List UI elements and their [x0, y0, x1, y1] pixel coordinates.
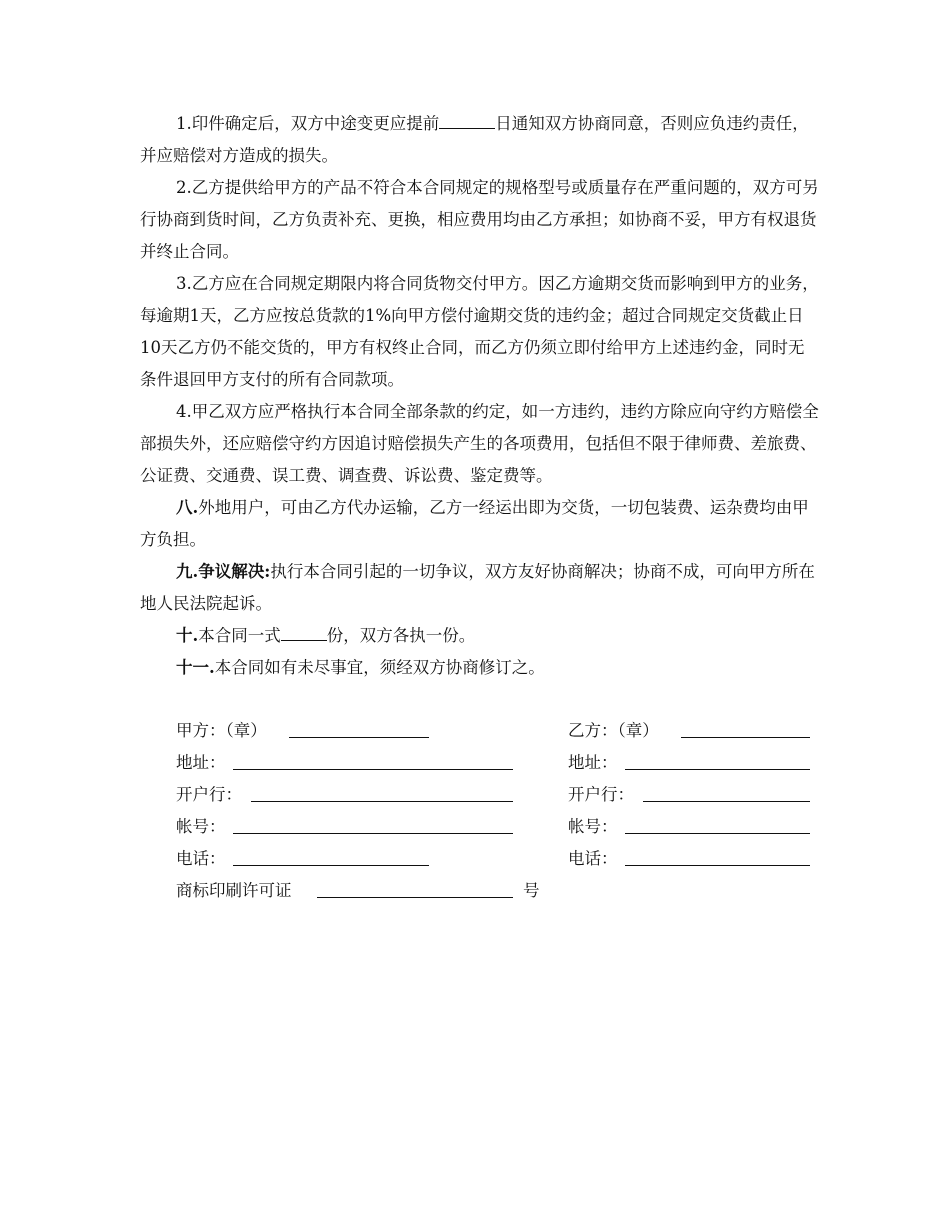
section-11 — [140, 652, 820, 684]
phone-a-line — [233, 864, 429, 866]
party-a-label: 甲方：（章） — [176, 721, 267, 740]
clause-4-text: 4.甲乙双方应严格执行本合同全部条款的约定，如一方违约，违约方除应向守约方赔偿全部损失外，还应赔偿守约方因追讨赔偿损失产生的各项费用，包括但不限于律师费、差旅费、公证费、交通费、误工费、调查费、诉讼费、鉴定费等。 — [140, 402, 819, 485]
address-b-label: 地址： — [568, 753, 618, 772]
address-a-label: 地址： — [176, 753, 226, 772]
license-suffix: 号 — [523, 881, 540, 900]
account-a-row — [176, 811, 226, 843]
account-b-line — [625, 832, 810, 834]
section-10-text-b: 份，双方各执一份。 — [326, 626, 476, 645]
bank-a-label: 开户行： — [176, 785, 242, 804]
clause-3-text: 3.乙方应在合同规定期限内将合同货物交付甲方。因乙方逾期交货而影响到甲方的业务，每逾期1天，乙方应按总货款的1%向甲方偿付逾期交货的违约金；超过合同规定交货截止日10天乙方仍不能交货的，甲方有权终止合同，而乙方仍须立即付给甲方上述违约金，同时无条件退回甲方支付的所有合同款项。 — [140, 274, 819, 389]
section-10 — [140, 620, 820, 652]
bank-a-row — [176, 779, 242, 811]
party-b-row — [568, 715, 659, 747]
clause-1 — [140, 108, 820, 172]
bank-a-line — [251, 800, 513, 802]
signature-left — [176, 715, 540, 915]
address-b-line — [625, 768, 810, 770]
bank-b-label: 开户行： — [568, 785, 634, 804]
section-9 — [140, 556, 820, 620]
address-b-row — [568, 747, 618, 779]
account-a-line — [233, 832, 513, 834]
party-b-label: 乙方：（章） — [568, 721, 659, 740]
clause-2 — [140, 172, 820, 268]
section-10-text-a: 本合同一式 — [198, 626, 281, 645]
section-8-heading: 八. — [176, 498, 199, 517]
license-line — [317, 896, 513, 898]
party-a-line — [289, 736, 429, 738]
section-8-text: 外地用户，可由乙方代办运输，乙方一经运出即为交货，一切包装费、运杂费均由甲方负担。 — [140, 498, 809, 549]
phone-a-label: 电话： — [176, 849, 226, 868]
phone-b-line — [625, 864, 810, 866]
phone-a-row — [176, 843, 226, 875]
section-11-heading: 十一. — [176, 658, 215, 677]
section-9-heading: 九.争议解决: — [176, 562, 271, 581]
address-a-line — [233, 768, 513, 770]
section-8 — [140, 492, 820, 556]
license-row — [176, 875, 540, 907]
account-b-row — [568, 811, 618, 843]
copies-blank — [281, 626, 327, 641]
section-9-text: 执行本合同引起的一切争议，双方友好协商解决；协商不成，可向甲方所在地人民法院起诉。 — [140, 562, 815, 613]
party-b-line — [681, 736, 810, 738]
account-b-label: 帐号： — [568, 817, 618, 836]
license-label: 商标印刷许可证 — [176, 881, 292, 900]
clause-3 — [140, 268, 820, 396]
bank-b-line — [643, 800, 810, 802]
contract-clauses — [140, 108, 820, 684]
signature-right — [568, 715, 818, 885]
section-11-text: 本合同如有未尽事宜，须经双方协商修订之。 — [214, 658, 545, 677]
party-a-row — [176, 715, 267, 747]
clause-1-text: 1.印件确定后，双方中途变更应提前 — [176, 114, 440, 133]
bank-b-row — [568, 779, 634, 811]
phone-b-label: 电话： — [568, 849, 618, 868]
days-blank — [439, 114, 495, 129]
clause-1-text-after: 日通知双方协商同意，否则应负违约责任，并应赔偿对方造成的损失。 — [140, 114, 809, 165]
section-10-heading: 十. — [176, 626, 199, 645]
account-a-label: 帐号： — [176, 817, 226, 836]
clause-4 — [140, 396, 820, 492]
phone-b-row — [568, 843, 618, 875]
clause-2-text: 2.乙方提供给甲方的产品不符合本合同规定的规格型号或质量存在严重问题的，双方可另行协商到货时间，乙方负责补充、更换，相应费用均由乙方承担；如协商不妥，甲方有权退货并终止合同。 — [140, 178, 819, 261]
address-a-row — [176, 747, 226, 779]
